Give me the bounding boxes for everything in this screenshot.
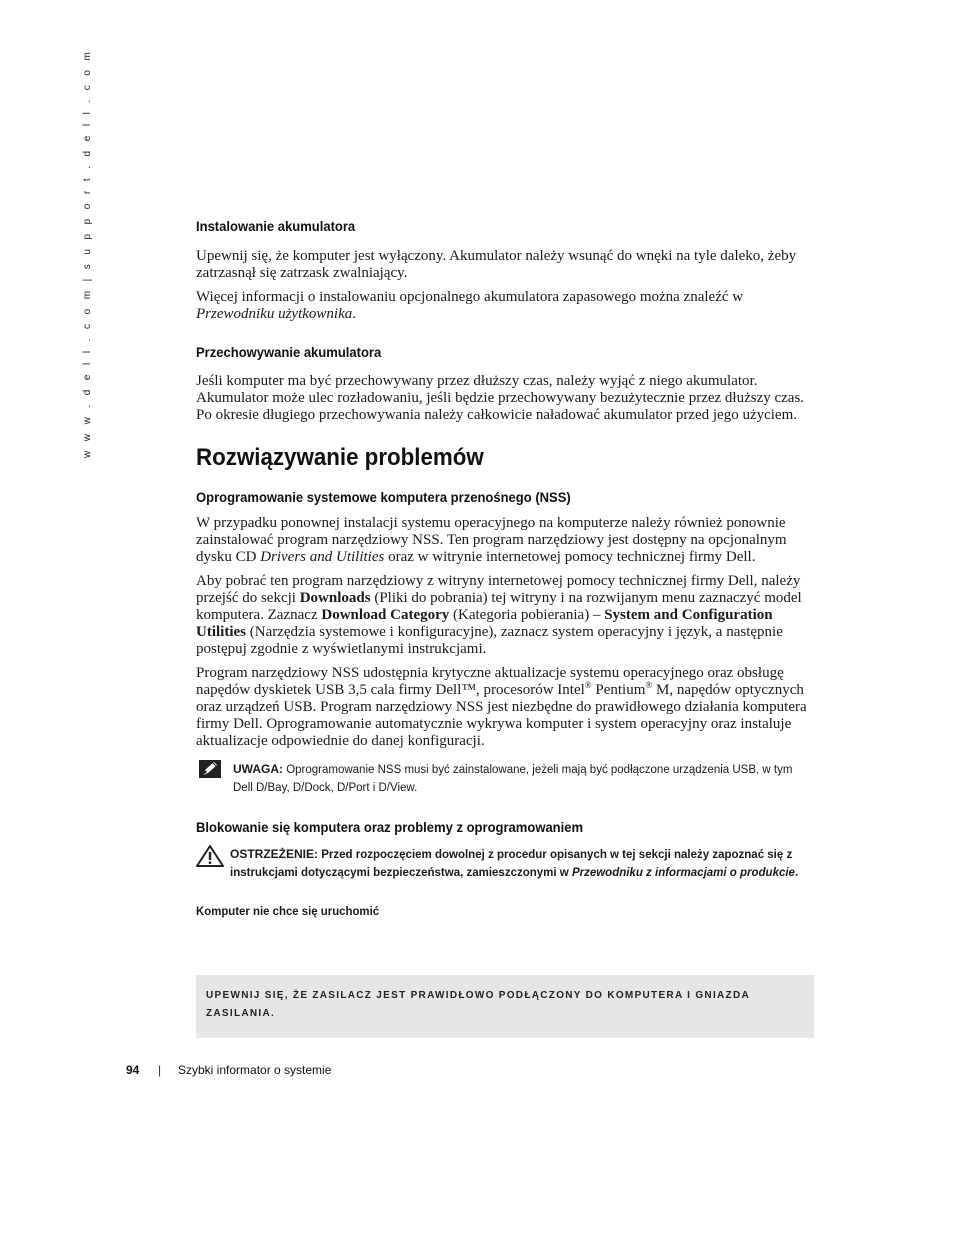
page-content xyxy=(196,218,814,918)
footer-title: Szybki informator o systemie xyxy=(178,1063,332,1077)
warning-label: OSTRZEŻENIE: xyxy=(230,847,319,861)
user-guide-ref: Przewodniku użytkownika xyxy=(196,306,353,322)
page-number: 94 xyxy=(126,1063,140,1077)
paragraph-install-1: Upewnij się, że komputer jest wyłączony. Akumulator należy wsunąć do wnęki na tyle daleko, żeby zatrzasnął się zatrzask zwalniający. xyxy=(196,248,797,281)
paragraph-nss-1: W przypadku ponownej instalacji systemu operacyjnego na komputerze należy również ponownie zainstalować program narzędziowy NSS. Ten program narzędziowy jest dostępny na opcjonalnym dysku CD Drivers and Utilities oraz w witrynie internetowej pomocy technicznej firmy Dell. xyxy=(196,515,787,565)
paragraph-nss-3: Program narzędziowy NSS udostępnia krytyczne aktualizacje systemu operacyjnego oraz obsługę napędów dyskietek USB 3,5 cala firmy Dell™, procesorów Intel® Pentium® M, napędów optycznych oraz urządzeń USB. Program narzędziowy NSS jest niezbędne do prawidłowego działania komputera firmy Dell. Oprogramowanie automatycznie wykrywa komputer i system operacyjny oraz instaluje aktualizacje odpowiednie do danej konfiguracji. xyxy=(196,665,807,749)
note-text: Oprogramowanie NSS musi być zainstalowane, jeżeli mają być podłączone urządzenia USB, w tym Dell D/Bay, D/Dock, D/Port i D/View. xyxy=(233,764,793,794)
procedure-box: UPEWNIJ SIĘ, ŻE ZASILACZ JEST PRAWIDŁOWO PODŁĄCZONY DO KOMPUTERA I GNIAZDA ZASILANIA. xyxy=(196,975,814,1038)
heading-nss: Oprogramowanie systemowe komputera przenośnego (NSS) xyxy=(196,489,571,505)
paragraph-install-2: Więcej informacji o instalowaniu opcjonalnego akumulatora zapasowego można znaleźć w Przewodniku użytkownika. xyxy=(196,289,744,322)
paragraph-store-1: Jeśli komputer ma być przechowywany przez dłuższy czas, należy wyjąć z niego akumulator. Akumulator może ulec rozładowaniu, jeśli będzie przechowywany bezużytecznie przez dłuższy czas. Po okresie długiego przechowywania należy całkowicie naładować akumulator przed jego użyciem. xyxy=(196,373,805,423)
footer-separator: | xyxy=(158,1063,162,1077)
warning-triangle-icon xyxy=(196,845,224,867)
note-label: UWAGA: xyxy=(233,762,283,776)
note-block xyxy=(196,760,814,797)
subheading-no-start: Komputer nie chce się uruchomić xyxy=(196,904,380,918)
heading-install-battery: Instalowanie akumulatora xyxy=(196,218,356,234)
paragraph-nss-2: Aby pobrać ten program narzędziowy z witryny internetowej pomocy technicznej firmy Dell, należy przejść do sekcji Downloads (Pliki do pobrania) tej witryny i na rozwijanym menu zaznaczyć model komputera. Zaznacz Download Category (Kategoria pobierania) – System and Configuration Utilities (Narzędzia systemowe i konfiguracyjne), zaznacz system operacyjny i język, a następnie postępuj zgodnie z wyświetlanymi instrukcjami. xyxy=(196,573,802,657)
side-url: w w w . d e l l . c o m | s u p p o r t . d e l l . c o m xyxy=(82,48,93,458)
heading-lockups: Blokowanie się komputera oraz problemy z oprogramowaniem xyxy=(196,819,584,835)
page-title: Rozwiązywanie problemów xyxy=(196,444,484,471)
page-footer xyxy=(126,1062,526,1078)
note-pencil-icon xyxy=(199,760,221,778)
warning-block: OSTRZEŻENIE: Przed rozpoczęciem dowolnej z procedur opisanych w tej sekcji należy zapoznać się z instrukcjami dotyczącymi bezpieczeństwa, zamieszczonymi w Przewodniku z informacjami o produkcie. xyxy=(196,845,814,882)
heading-store-battery: Przechowywanie akumulatora xyxy=(196,344,382,360)
